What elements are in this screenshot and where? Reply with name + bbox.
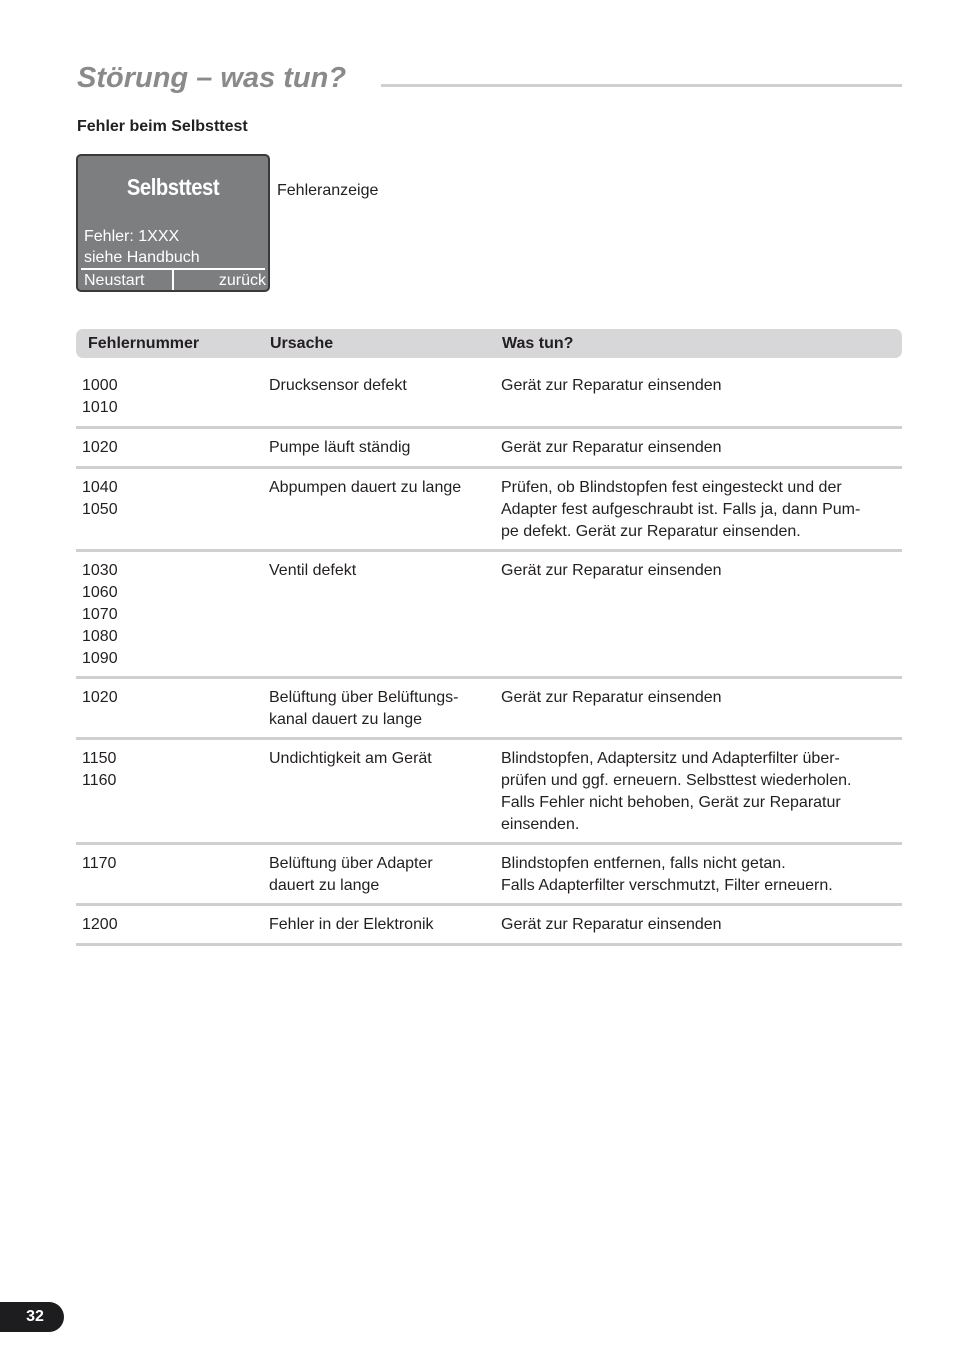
column-header-ursache: Ursache (270, 335, 334, 352)
action-cell: Gerät zur Reparatur einsenden (501, 916, 722, 933)
table-row (76, 429, 902, 469)
table-row (76, 845, 902, 906)
table-row (76, 358, 902, 429)
error-code-cell: 1020 (82, 689, 118, 706)
display-hint-line: siehe Handbuch (84, 249, 200, 266)
cause-cell: Undichtigkeit am Gerät (269, 750, 432, 767)
device-display (76, 154, 270, 292)
display-error-line: Fehler: 1XXX (84, 228, 180, 245)
cause-cell: Belüftung über Adapter dauert zu lange (269, 855, 433, 894)
table-row (76, 906, 902, 946)
softkey-bar (78, 270, 268, 290)
error-code-cell: 1040 1050 (82, 479, 118, 518)
error-code-cell: 1200 (82, 916, 118, 933)
softkey-separator (172, 270, 174, 290)
table-row (76, 469, 902, 552)
error-code-cell: 1150 1160 (82, 750, 117, 789)
action-cell: Blindstopfen, Adaptersitz und Adapterfilter über- prüfen und ggf. erneuern. Selbsttest wiederholen. Falls Fehler nicht behoben, Gerät zur Reparatur einsenden. (501, 750, 852, 833)
softkey-neustart[interactable]: Neustart (84, 272, 145, 289)
display-title: Selbsttest (126, 174, 220, 200)
cause-cell: Ventil defekt (269, 562, 357, 579)
error-code-cell: 1000 1010 (82, 377, 118, 416)
cause-cell: Abpumpen dauert zu lange (269, 479, 462, 496)
page-header (77, 58, 902, 98)
action-cell: Gerät zur Reparatur einsenden (501, 689, 722, 706)
cause-cell: Fehler in der Elektronik (269, 916, 434, 933)
title-rule (381, 84, 902, 87)
table-row (76, 552, 902, 679)
table-header (76, 329, 902, 358)
error-code-cell: 1170 (82, 855, 117, 872)
error-code-cell: 1030 1060 1070 1080 1090 (82, 562, 118, 667)
action-cell: Gerät zur Reparatur einsenden (501, 439, 722, 456)
error-table (76, 329, 902, 946)
table-row (76, 679, 902, 740)
action-cell: Prüfen, ob Blindstopfen fest eingesteckt und der Adapter fest aufgeschraubt ist. Falls ja, dann Pum- pe defekt. Gerät zur Reparatur einsenden. (501, 479, 861, 540)
page-number: 32 (0, 1302, 64, 1332)
column-header-fehlernummer: Fehlernummer (88, 335, 200, 352)
section-heading: Fehler beim Selbsttest (77, 118, 248, 135)
page-title: Störung – was tun? (77, 62, 347, 94)
display-caption: Fehleranzeige (277, 182, 379, 199)
cause-cell: Belüftung über Belüftungs- kanal dauert zu lange (269, 689, 459, 728)
softkey-zurueck[interactable]: zurück (218, 272, 266, 289)
cause-cell: Pumpe läuft ständig (269, 439, 411, 456)
column-header-was-tun: Was tun? (502, 335, 574, 352)
action-cell: Gerät zur Reparatur einsenden (501, 377, 722, 394)
action-cell: Blindstopfen entfernen, falls nicht getan. Falls Adapterfilter verschmutzt, Filter erneuern. (501, 855, 833, 894)
table-row (76, 740, 902, 845)
action-cell: Gerät zur Reparatur einsenden (501, 562, 722, 579)
error-code-cell: 1020 (82, 439, 118, 456)
cause-cell: Drucksensor defekt (269, 377, 407, 394)
